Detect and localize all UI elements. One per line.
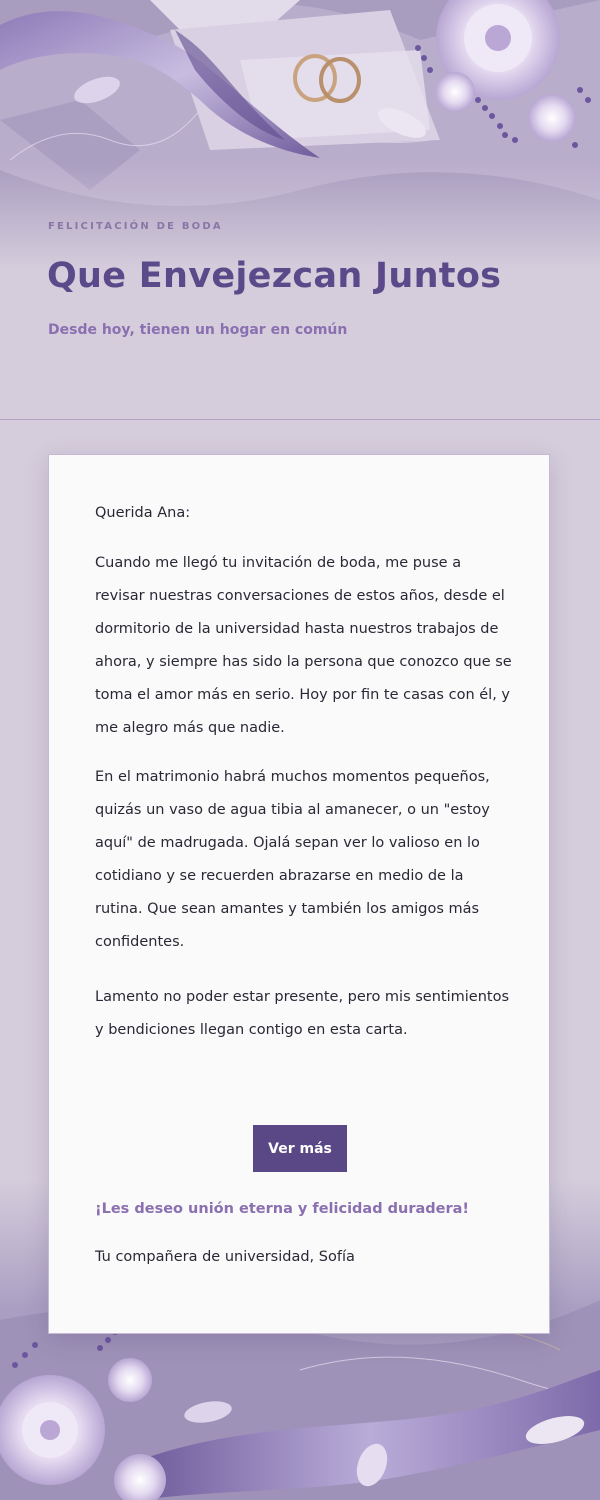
letter-wish: ¡Les deseo unión eterna y felicidad duradera! bbox=[95, 1201, 470, 1217]
header-divider bbox=[0, 419, 600, 420]
letter-signature: Tu compañera de universidad, Sofía bbox=[95, 1249, 355, 1265]
page-subtitle: Desde hoy, tienen un hogar en común bbox=[48, 322, 348, 338]
letter-card bbox=[48, 454, 550, 1334]
letter-salutation: Querida Ana: bbox=[95, 505, 191, 521]
letter-paragraph: En el matrimonio habrá muchos momentos pequeños, quizás un vaso de agua tibia al amanecer, o un "estoy aquí" de madrugada. Ojalá sepan ver lo valioso en lo cotidiano y se recuerden abrazarse en medio de la rutina. Que sean amantes y también los amigos más confidentes. bbox=[95, 769, 490, 950]
letter-paragraph: Cuando me llegó tu invitación de boda, me puse a revisar nuestras conversaciones de estos años, desde el dormitorio de la universidad hasta nuestros trabajos de ahora, y siempre has sido la persona que conozco que se toma el amor más en serio. Hoy por fin te casas con él, y me alegro más que nadie. bbox=[95, 555, 512, 736]
letter-paragraph: Lamento no poder estar presente, pero mis sentimientos y bendiciones llegan contigo en esta carta. bbox=[95, 989, 510, 1038]
page-title: Que Envejezcan Juntos bbox=[47, 256, 502, 296]
see-more-button[interactable]: Ver más bbox=[253, 1125, 347, 1172]
eyebrow-label: FELICITACIÓN DE BODA bbox=[48, 221, 223, 232]
